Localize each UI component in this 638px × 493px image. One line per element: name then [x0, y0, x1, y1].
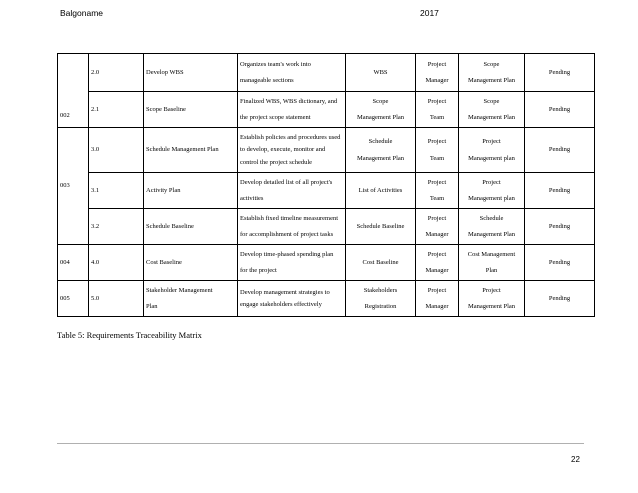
requirement-id: 2.0 — [89, 54, 144, 92]
requirement-id: 3.1 — [89, 173, 144, 209]
header-year: 2017 — [420, 8, 439, 18]
group-cell-003: 003 — [58, 128, 89, 245]
header-document-title: Balgoname — [60, 8, 104, 18]
deliverable: List of Activities — [346, 173, 416, 209]
deliverable: Schedule Baseline — [346, 209, 416, 245]
table-row — [58, 245, 595, 281]
status: Pending — [525, 92, 595, 128]
owner: Project Team — [416, 92, 459, 128]
task-name: Stakeholder Management Plan — [144, 281, 238, 317]
requirement-id: 4.0 — [89, 245, 144, 281]
source-document: Schedule Management Plan — [459, 209, 525, 245]
status: Pending — [525, 245, 595, 281]
source-document: Scope Management Plan — [459, 92, 525, 128]
description: Develop time-phased spending plan for the project — [238, 245, 346, 281]
deliverable: Schedule Management Plan — [346, 128, 416, 173]
source-document: Cost Management Plan — [459, 245, 525, 281]
table-row — [58, 209, 595, 245]
deliverable: Scope Management Plan — [346, 92, 416, 128]
footer-divider — [57, 443, 584, 444]
requirement-id: 5.0 — [89, 281, 144, 317]
description: Develop management strategies to engage stakeholders effectively — [238, 281, 346, 317]
table-row — [58, 92, 595, 128]
task-name: Develop WBS — [144, 54, 238, 92]
requirement-id: 2.1 — [89, 92, 144, 128]
owner: Project Manager — [416, 245, 459, 281]
task-name: Schedule Baseline — [144, 209, 238, 245]
task-name: Cost Baseline — [144, 245, 238, 281]
table-row — [58, 128, 595, 173]
description: Organizes team's work into manageable sections — [238, 54, 346, 92]
table-row — [58, 173, 595, 209]
task-name: Scope Baseline — [144, 92, 238, 128]
description: Develop detailed list of all project's activities — [238, 173, 346, 209]
requirement-id: 3.0 — [89, 128, 144, 173]
source-document: Project Management Plan — [459, 281, 525, 317]
source-document: Project Management plan — [459, 173, 525, 209]
task-name: Activity Plan — [144, 173, 238, 209]
owner: Project Manager — [416, 54, 459, 92]
status: Pending — [525, 173, 595, 209]
deliverable: Stakeholders Registration — [346, 281, 416, 317]
description: Establish policies and procedures used to develop, execute, monitor and control the project schedule — [238, 128, 346, 173]
table-row — [58, 54, 595, 92]
source-document: Scope Management Plan — [459, 54, 525, 92]
requirements-traceability-table — [57, 53, 595, 317]
group-cell-002: 002 — [58, 54, 89, 128]
status: Pending — [525, 54, 595, 92]
description: Establish fixed timeline measurement for accomplishment of project tasks — [238, 209, 346, 245]
deliverable: WBS — [346, 54, 416, 92]
table-caption: Table 5: Requirements Traceability Matrix — [57, 330, 202, 340]
group-cell-005: 005 — [58, 281, 89, 317]
status: Pending — [525, 128, 595, 173]
owner: Project Manager — [416, 281, 459, 317]
description: Finalized WBS, WBS dictionary, and the project scope statement — [238, 92, 346, 128]
table-row — [58, 281, 595, 317]
status: Pending — [525, 281, 595, 317]
group-cell-004: 004 — [58, 245, 89, 281]
deliverable: Cost Baseline — [346, 245, 416, 281]
status: Pending — [525, 209, 595, 245]
requirement-id: 3.2 — [89, 209, 144, 245]
owner: Project Manager — [416, 209, 459, 245]
source-document: Project Management plan — [459, 128, 525, 173]
task-name: Schedule Management Plan — [144, 128, 238, 173]
owner: Project Team — [416, 173, 459, 209]
page-number: 22 — [571, 455, 580, 464]
owner: Project Team — [416, 128, 459, 173]
